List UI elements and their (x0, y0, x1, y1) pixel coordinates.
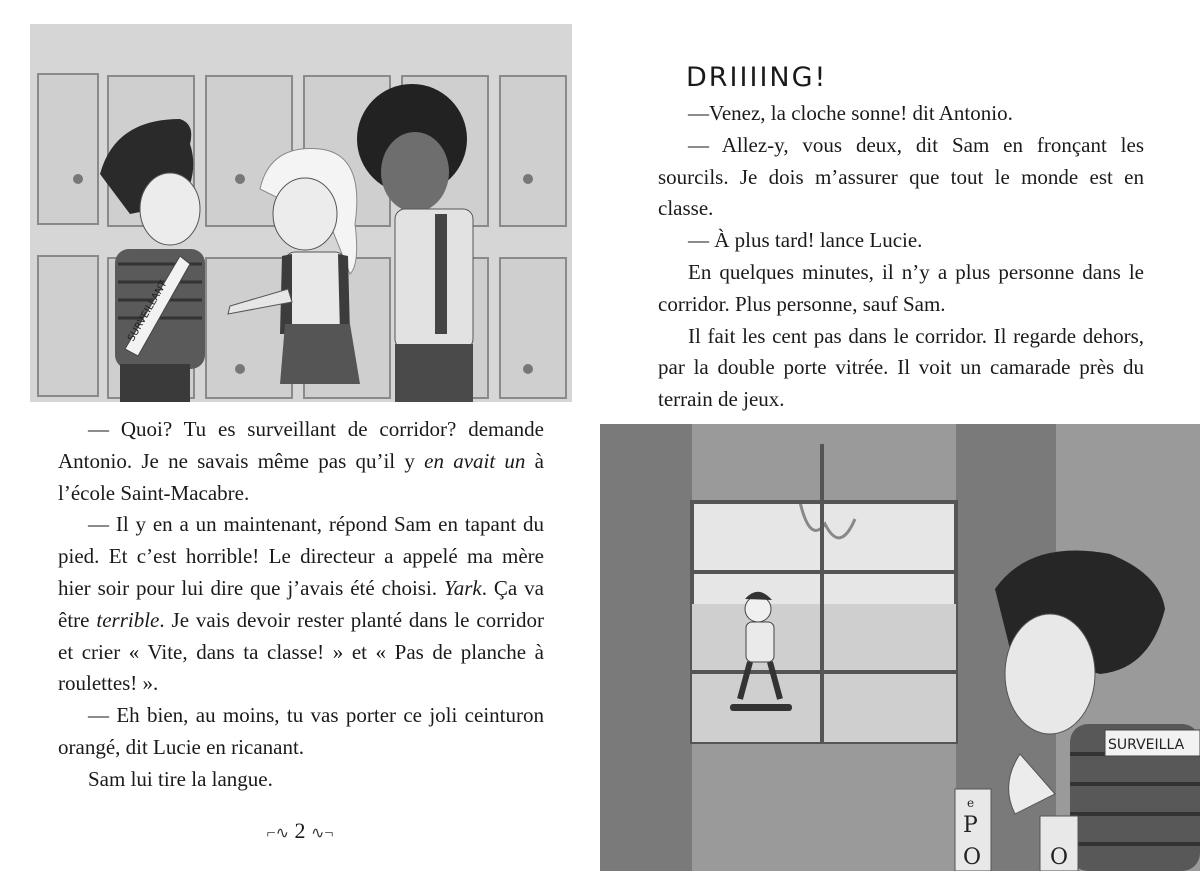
right-page-text (658, 98, 1144, 416)
door-window-illustration (600, 424, 1200, 871)
sash-surveillant-text: SURVEILLANT (126, 279, 170, 344)
page-number-value: 2 (294, 818, 306, 843)
door-sign-letter: O (963, 845, 982, 870)
right-page (600, 0, 1200, 871)
door-sign-letter: O (1050, 845, 1069, 870)
paragraph: — Il y en a un maintenant, répond Sam en tapant du pied. Et c’est horrible! Le directeur a appelé ma mère hier soir pour lui dire que j’avais été choisi. Yark. Ça va être terrible. Je vais devoir rester planté dans le corridor et crier « Vite, dans ta classe! » et « Pas de planche à roulettes! ». (58, 512, 544, 696)
page-number (250, 818, 350, 844)
paragraph: — À plus tard! lance Lucie. (688, 228, 923, 253)
paragraph: En quelques minutes, il n’y a plus personne dans le corridor. Plus personne, sauf Sam. (658, 259, 1144, 316)
left-page-text (58, 414, 544, 796)
paragraph: —Venez, la cloche sonne! dit Antonio. (688, 101, 1013, 125)
door-sign-letter: e (967, 796, 975, 810)
paragraph: — Allez-y, vous deux, dit Sam en fronçant les sourcils. Je dois m’assurer que tout le monde est en classe. (658, 132, 1144, 221)
hallway-lockers-illustration (30, 24, 572, 402)
left-ornament-icon: ⌐∿ (266, 825, 289, 842)
right-ornament-icon: ∿¬ (311, 825, 334, 842)
paragraph: Il fait les cent pas dans le corridor. Il regarde dehors, par la double porte vitrée. Il voit un camarade près du terrain de jeux. (658, 323, 1144, 412)
door-sign-letter: P (963, 813, 978, 838)
paragraph: — Eh bien, au moins, tu vas porter ce joli ceinturon orangé, dit Lucie en ricanant. (58, 703, 544, 759)
paragraph: Sam lui tire la langue. (88, 766, 273, 791)
sound-effect-title: DRIIIING! (686, 62, 828, 93)
sash-surveilla-text: SURVEILLA (1108, 737, 1185, 753)
paragraph: — Quoi? Tu es surveillant de corridor? demande Antonio. Je ne savais même pas qu’il y en avait un à l’école Saint-Macabre. (58, 417, 545, 505)
